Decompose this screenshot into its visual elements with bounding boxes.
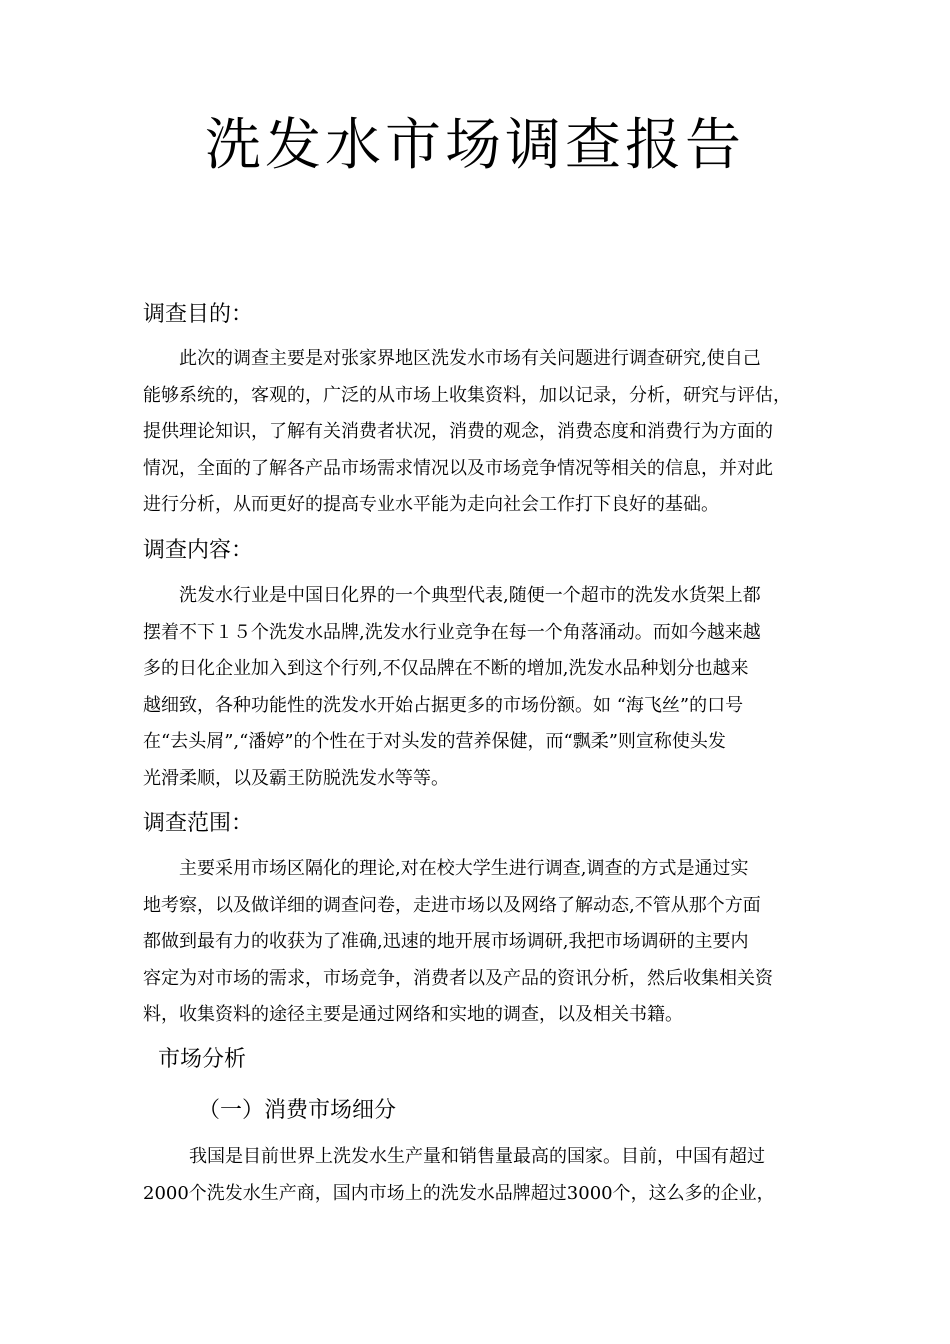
- paragraph-line: 洗发水行业是中国日化界的一个典型代表,随便一个超市的洗发水货架上都: [179, 585, 761, 606]
- section-heading-market-analysis: 市场分析: [158, 1047, 247, 1072]
- section-paragraph-purpose: [143, 341, 810, 524]
- paragraph-line: 都做到最有力的收获为了准确,迅速的地开展市场调研,我把市场调研的主要内: [143, 931, 749, 952]
- paragraph-line: 容定为对市场的需求，市场竞争，消费者以及产品的资讯分析，然后收集相关资: [143, 967, 773, 989]
- paragraph-line: 进行分析，从而更好的提高专业水平能为走向社会工作打下良好的基础。: [143, 494, 719, 515]
- section-paragraph-market-analysis: [143, 1139, 810, 1212]
- section-heading-content: 调查内容：: [143, 538, 254, 563]
- section-heading-purpose: 调查目的：: [143, 302, 254, 327]
- subsection-heading-consumer-segmentation: （一）消费市场细分: [198, 1098, 397, 1123]
- paragraph-line: 多的日化企业加入到这个行列,不仅品牌在不断的增加,洗发水品种划分也越来: [143, 658, 749, 679]
- section-paragraph-content: [143, 578, 810, 797]
- paragraph-line: 料，收集资料的途径主要是通过网络和实地的调查，以及相关书籍。: [143, 1004, 683, 1025]
- paragraph-line: 2000个洗发水生产商，国内市场上的洗发水品牌超过3000个，这么多的企业，: [143, 1182, 775, 1204]
- paragraph-line: 情况，全面的了解各产品市场需求情况以及市场竞争情况等相关的信息，并对此: [143, 457, 773, 479]
- paragraph-line: 光滑柔顺，以及霸王防脱洗发水等等。: [143, 767, 449, 789]
- paragraph-line: 越细致，各种功能性的洗发水开始占据更多的市场份额。如 “海飞丝”的口号: [143, 694, 744, 716]
- paragraph-line: 摆着不下１５个洗发水品牌,洗发水行业竞争在每一个角落涌动。而如今越来越: [143, 621, 761, 643]
- paragraph-line: 我国是目前世界上洗发水生产量和销售量最高的国家。目前，中国有超过: [189, 1146, 765, 1167]
- document-title: 洗发水市场调查报告: [205, 113, 745, 178]
- paragraph-line: 在“去头屑”,“潘婷”的个性在于对头发的营养保健，而“飘柔”则宣称使头发: [143, 731, 726, 752]
- paragraph-line: 主要采用市场区隔化的理论,对在校大学生进行调查,调查的方式是通过实: [179, 858, 749, 879]
- paragraph-line: 提供理论知识，了解有关消费者状况，消费的观念，消费态度和消费行为方面的: [143, 421, 773, 442]
- paragraph-line: 此次的调查主要是对张家界地区洗发水市场有关问题进行调查研究,使自己: [179, 348, 761, 369]
- paragraph-line: 地考察，以及做详细的调查问卷，走进市场以及网络了解动态,不管从那个方面: [143, 894, 761, 916]
- section-paragraph-scope: [143, 851, 810, 1034]
- paragraph-line: 能够系统的，客观的，广泛的从市场上收集资料，加以记录，分析，研究与评估，: [143, 384, 791, 406]
- section-heading-scope: 调查范围：: [143, 811, 254, 836]
